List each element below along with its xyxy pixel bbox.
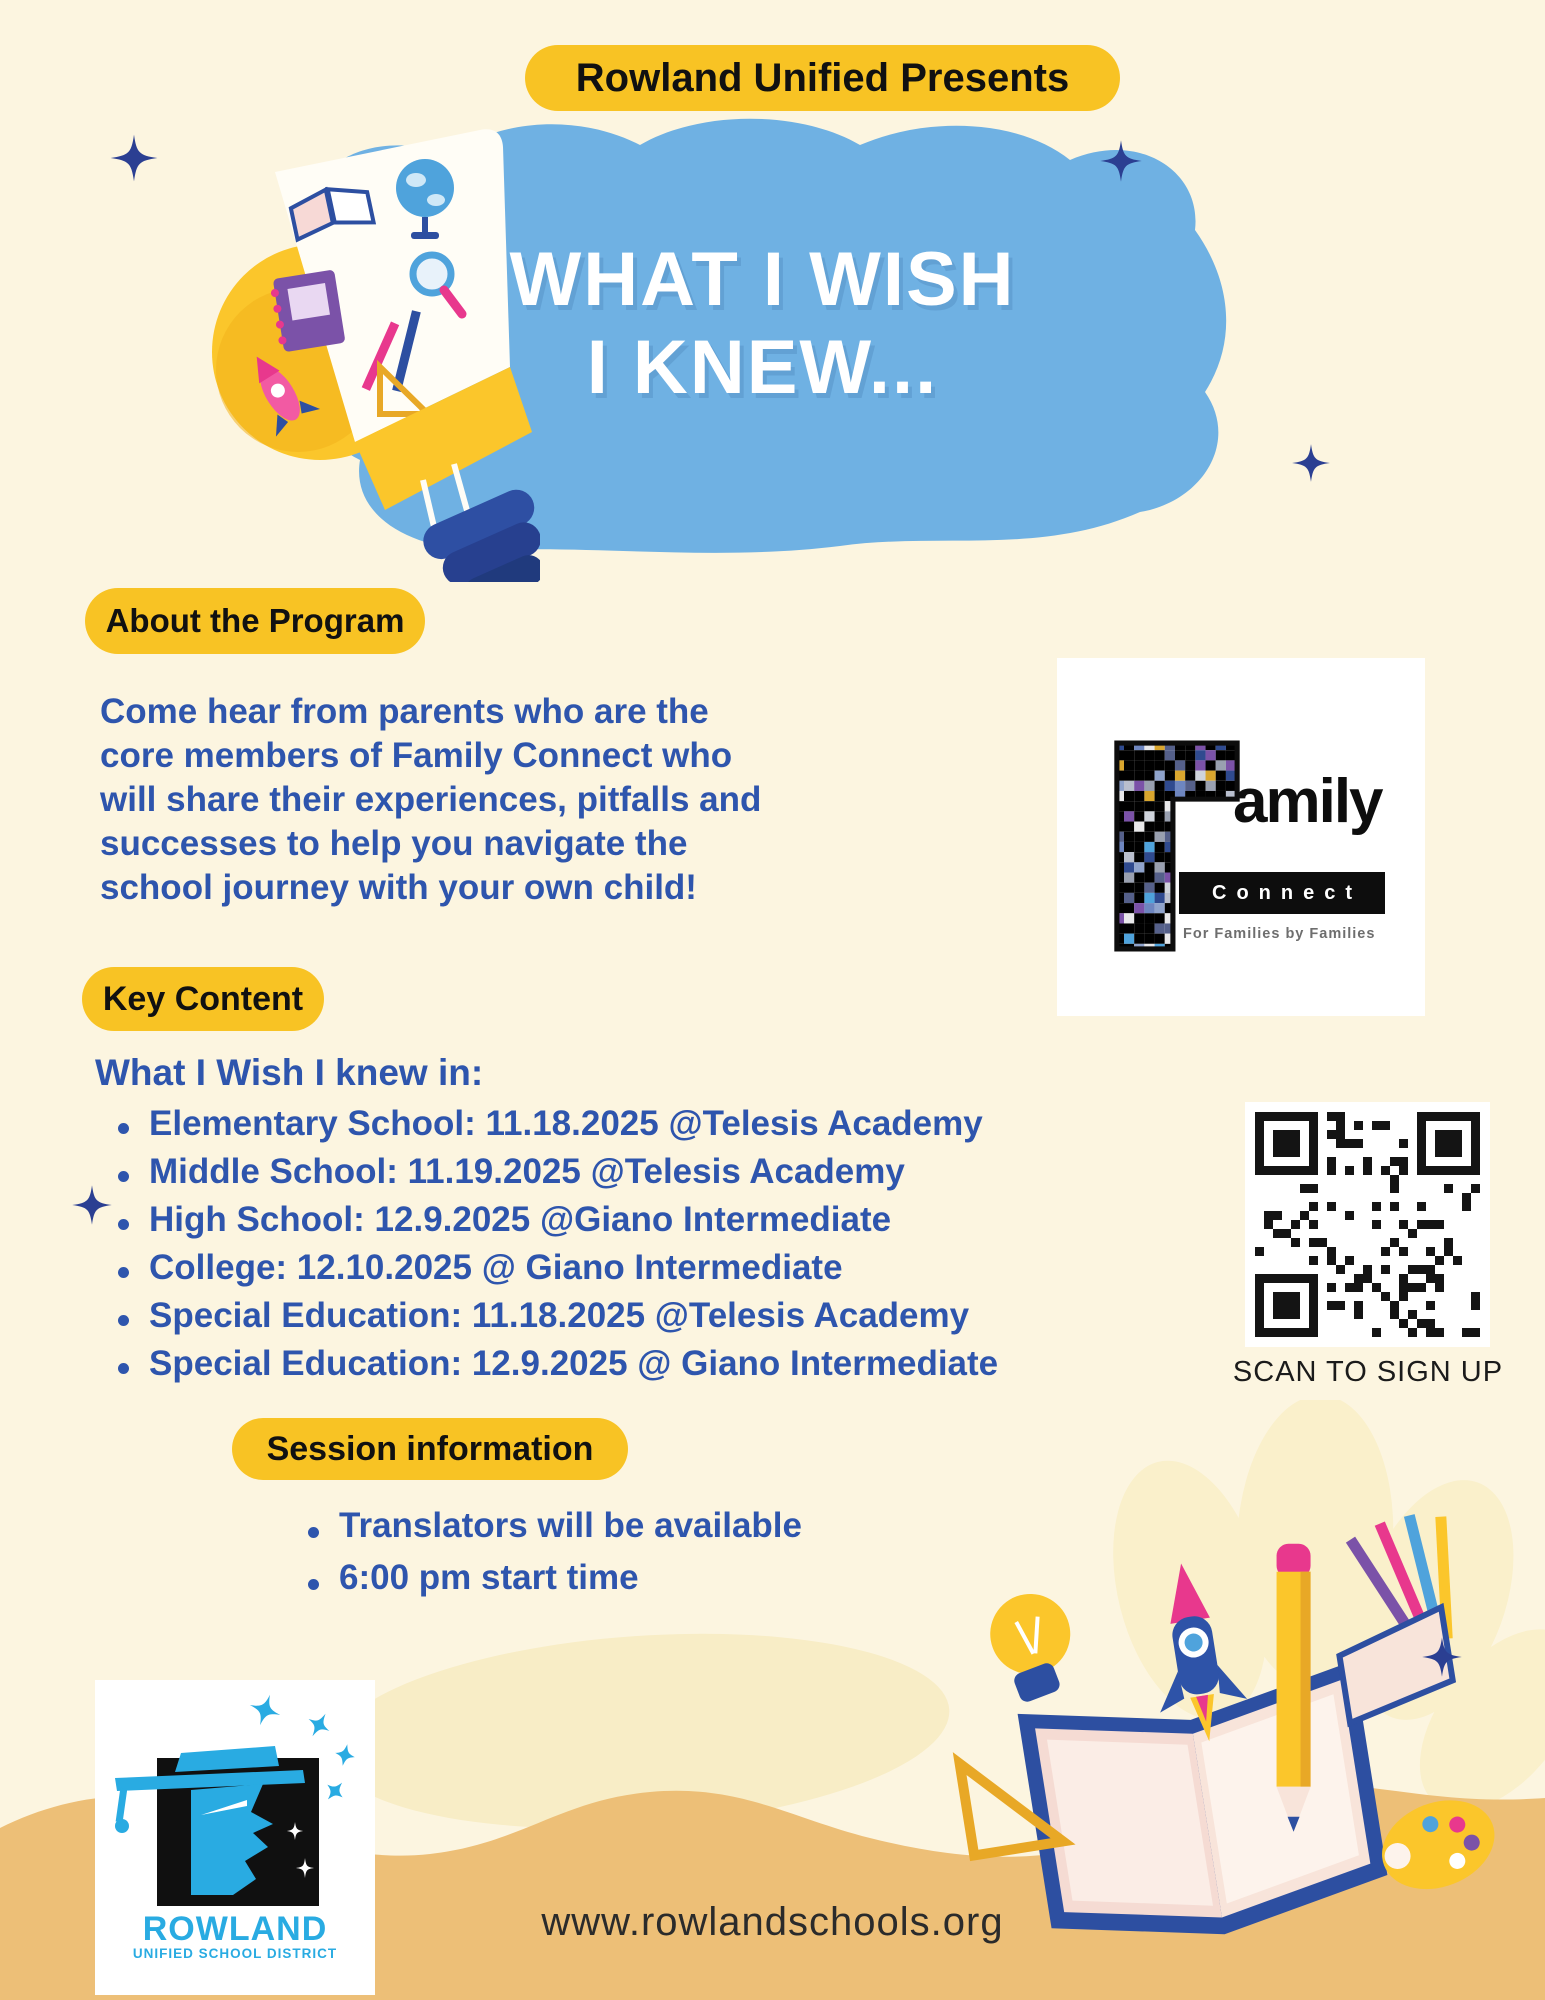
session-heading-pill (232, 1418, 628, 1480)
lightbulb-illustration (180, 112, 540, 582)
colored-pencils-icon (1319, 1509, 1475, 1723)
key-content-heading: Key Content (102, 979, 304, 1018)
session-heading: Session information (266, 1429, 594, 1468)
presenter-badge-label: Rowland Unified Presents (575, 55, 1070, 100)
bullet-icon (118, 1123, 129, 1134)
rowland-logo-subtitle: UNIFIED SCHOOL DISTRICT (132, 1946, 338, 1961)
list-item-label: Translators will be available (339, 1506, 802, 1545)
website-url: www.rowlandschools.org (541, 1900, 1004, 1944)
key-content-intro: What I Wish I knew in: (95, 1052, 484, 1093)
list-item (118, 1104, 1238, 1152)
family-connect-bar-label: Connect (1212, 881, 1362, 904)
palette-icon (1369, 1785, 1507, 1905)
sparkle-icon (108, 132, 160, 184)
sparkle-icon (1098, 138, 1144, 184)
list-item-label: Elementary School: 11.18.2025 @Telesis Academy (149, 1104, 983, 1143)
about-line: school journey with your own child! (100, 868, 697, 907)
book-illustration (870, 1430, 1545, 1970)
list-item-label: 6:00 pm start time (339, 1558, 639, 1597)
family-connect-tagline: For Families by Families (1183, 926, 1376, 942)
bullet-icon (118, 1267, 129, 1278)
title-line-2: I KNEW... (586, 325, 939, 411)
list-item-label: Special Education: 12.9.2025 @ Giano Intermediate (149, 1344, 999, 1383)
notebook-doodle-icon (269, 269, 346, 352)
pencil-icon (1277, 1544, 1311, 1832)
bullet-icon (118, 1219, 129, 1230)
family-connect-bar (1179, 872, 1385, 914)
list-item (118, 1248, 1238, 1296)
bulb-small-icon (984, 1588, 1080, 1707)
about-heading-pill (85, 588, 425, 654)
bullet-icon (308, 1579, 319, 1590)
list-item-label: High School: 12.9.2025 @Giano Intermediate (149, 1200, 892, 1239)
qr-pattern-icon (1255, 1112, 1480, 1337)
bullet-icon (118, 1363, 129, 1374)
about-line: successes to help you navigate the (100, 824, 688, 863)
key-content-list (118, 1104, 1238, 1392)
key-content-heading-pill (82, 967, 324, 1031)
sparkle-icon (1290, 442, 1332, 484)
list-item-label: Middle School: 11.19.2025 @Telesis Academy (149, 1152, 905, 1191)
sparkle-icon (70, 1183, 114, 1227)
about-heading: About the Program (105, 602, 405, 639)
rowland-district-logo (95, 1680, 375, 1995)
about-line: will share their experiences, pitfalls and (100, 780, 762, 819)
about-paragraph (100, 690, 820, 910)
about-line: Come hear from parents who are the (100, 692, 709, 731)
list-item (118, 1152, 1238, 1200)
list-item-label: Special Education: 11.18.2025 @Telesis Academy (149, 1296, 970, 1335)
family-connect-logo (1057, 658, 1425, 1016)
qr-caption: SCAN TO SIGN UP (1232, 1356, 1504, 1388)
list-item (118, 1344, 1238, 1392)
presenter-badge (525, 45, 1120, 111)
qr-code (1245, 1102, 1490, 1347)
about-line: core members of Family Connect who (100, 736, 733, 775)
bullet-icon (308, 1527, 319, 1538)
list-item (118, 1200, 1238, 1248)
bullet-icon (118, 1315, 129, 1326)
title-line-1: WHAT I WISH (509, 237, 1016, 322)
family-connect-letter-icon (1113, 740, 1241, 952)
sparkle-icon (1420, 1635, 1464, 1679)
bullet-icon (118, 1171, 129, 1182)
list-item-label: College: 12.10.2025 @ Giano Intermediate (149, 1248, 843, 1287)
list-item (118, 1296, 1238, 1344)
rowland-logo-name: ROWLAND (142, 1910, 328, 1948)
family-connect-wordmark: amily (1233, 767, 1382, 836)
